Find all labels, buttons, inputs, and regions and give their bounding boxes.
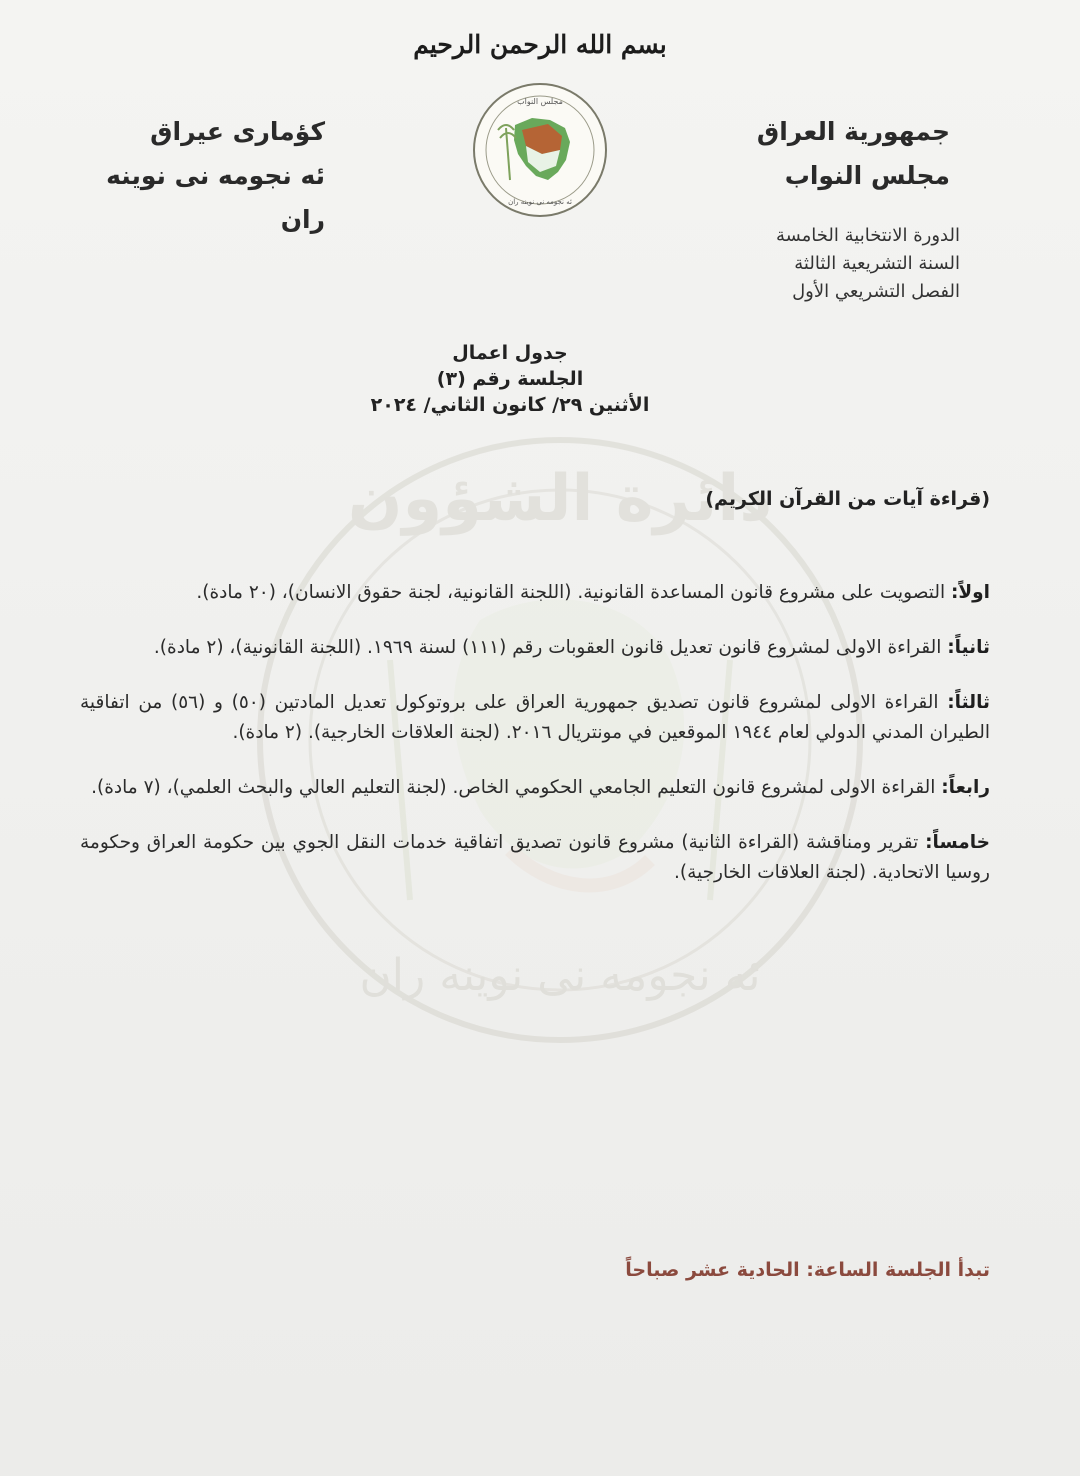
item-text: القراءة الاولى لمشروع قانون تصديق جمهورية العراق على بروتوكول تعديل المادتين (٥٠) و (٥٦) من اتفاقية الطيران المدني الدولي لعام ١٩٤٤ الموقعين في مونتريال ٢٠١٦. (لجنة العلاقات الخارجية). (٢ مادة). bbox=[80, 692, 990, 743]
header-right bbox=[757, 110, 950, 198]
emblem-top-text: مجلس النواب bbox=[517, 97, 563, 106]
item-text: تقرير ومناقشة (القراءة الثانية) مشروع قانون تصديق اتفاقية خدمات النقل الجوي بين حكومة العراق وحكومة روسيا الاتحادية. (لجنة العلاقات الخارجية). bbox=[80, 832, 990, 883]
session-date: الأثنين ٢٩/ كانون الثاني/ ٢٠٢٤ bbox=[370, 394, 650, 416]
basmala: بسم الله الرحمن الرحيم bbox=[413, 30, 667, 59]
agenda-title: جدول اعمال bbox=[452, 342, 568, 364]
item-text: التصويت على مشروع قانون المساعدة القانونية. (اللجنة القانونية، لجنة حقوق الانسان)، (٢٠ مادة). bbox=[196, 582, 946, 603]
electoral-cycle: الدورة الانتخابية الخامسة bbox=[775, 225, 960, 246]
item-label: ثالثاً: bbox=[947, 692, 990, 713]
legislative-term: الفصل التشريعي الأول bbox=[792, 281, 960, 302]
agenda-item bbox=[80, 633, 990, 663]
item-label: رابعاً: bbox=[941, 777, 990, 798]
item-text: القراءة الاولى لمشروع قانون التعليم الجامعي الحكومي الخاص. (لجنة التعليم العالي والبحث العلمي)، (٧ مادة). bbox=[91, 777, 936, 798]
agenda-items bbox=[80, 578, 990, 913]
item-label: اولاً: bbox=[950, 582, 990, 603]
item-label: خامساً: bbox=[925, 832, 990, 853]
council-of-representatives: مجلس النواب bbox=[784, 161, 950, 190]
agenda-heading bbox=[0, 340, 1080, 418]
agenda-item bbox=[80, 773, 990, 803]
republic-of-iraq: جمهورية العراق bbox=[756, 117, 950, 146]
kurdish-republic-title: كؤمارى عيراق bbox=[150, 117, 325, 146]
item-text: القراءة الاولى لمشروع قانون تعديل قانون العقوبات رقم (١١١) لسنة ١٩٦٩. (اللجنة القانونية)، (٢ مادة). bbox=[153, 637, 942, 658]
agenda-item bbox=[80, 688, 990, 748]
parliament-emblem bbox=[470, 80, 610, 220]
watermark-arc-text: دائرة الشؤون bbox=[347, 462, 773, 536]
agenda-item bbox=[80, 578, 990, 608]
session-info bbox=[776, 222, 960, 306]
session-number: الجلسة رقم (٣) bbox=[436, 368, 584, 390]
watermark-bottom-text: ئه نجومه نى نوينه ران bbox=[359, 950, 761, 1001]
legislative-year: السنة التشريعية الثالثة bbox=[794, 253, 960, 274]
kurdish-council-title: ئه نجومه نى نوينه ران bbox=[106, 161, 325, 234]
agenda-item bbox=[80, 828, 990, 888]
emblem-bottom-text: ئه نجومه نى نوينه ران bbox=[508, 198, 572, 206]
session-start-time: تبدأ الجلسة الساعة: الحادية عشر صباحاً bbox=[625, 1259, 990, 1281]
opening-quran-reading: (قراءة آيات من القرآن الكريم) bbox=[705, 488, 990, 510]
item-label: ثانياً: bbox=[947, 637, 990, 658]
header-left bbox=[85, 110, 325, 242]
